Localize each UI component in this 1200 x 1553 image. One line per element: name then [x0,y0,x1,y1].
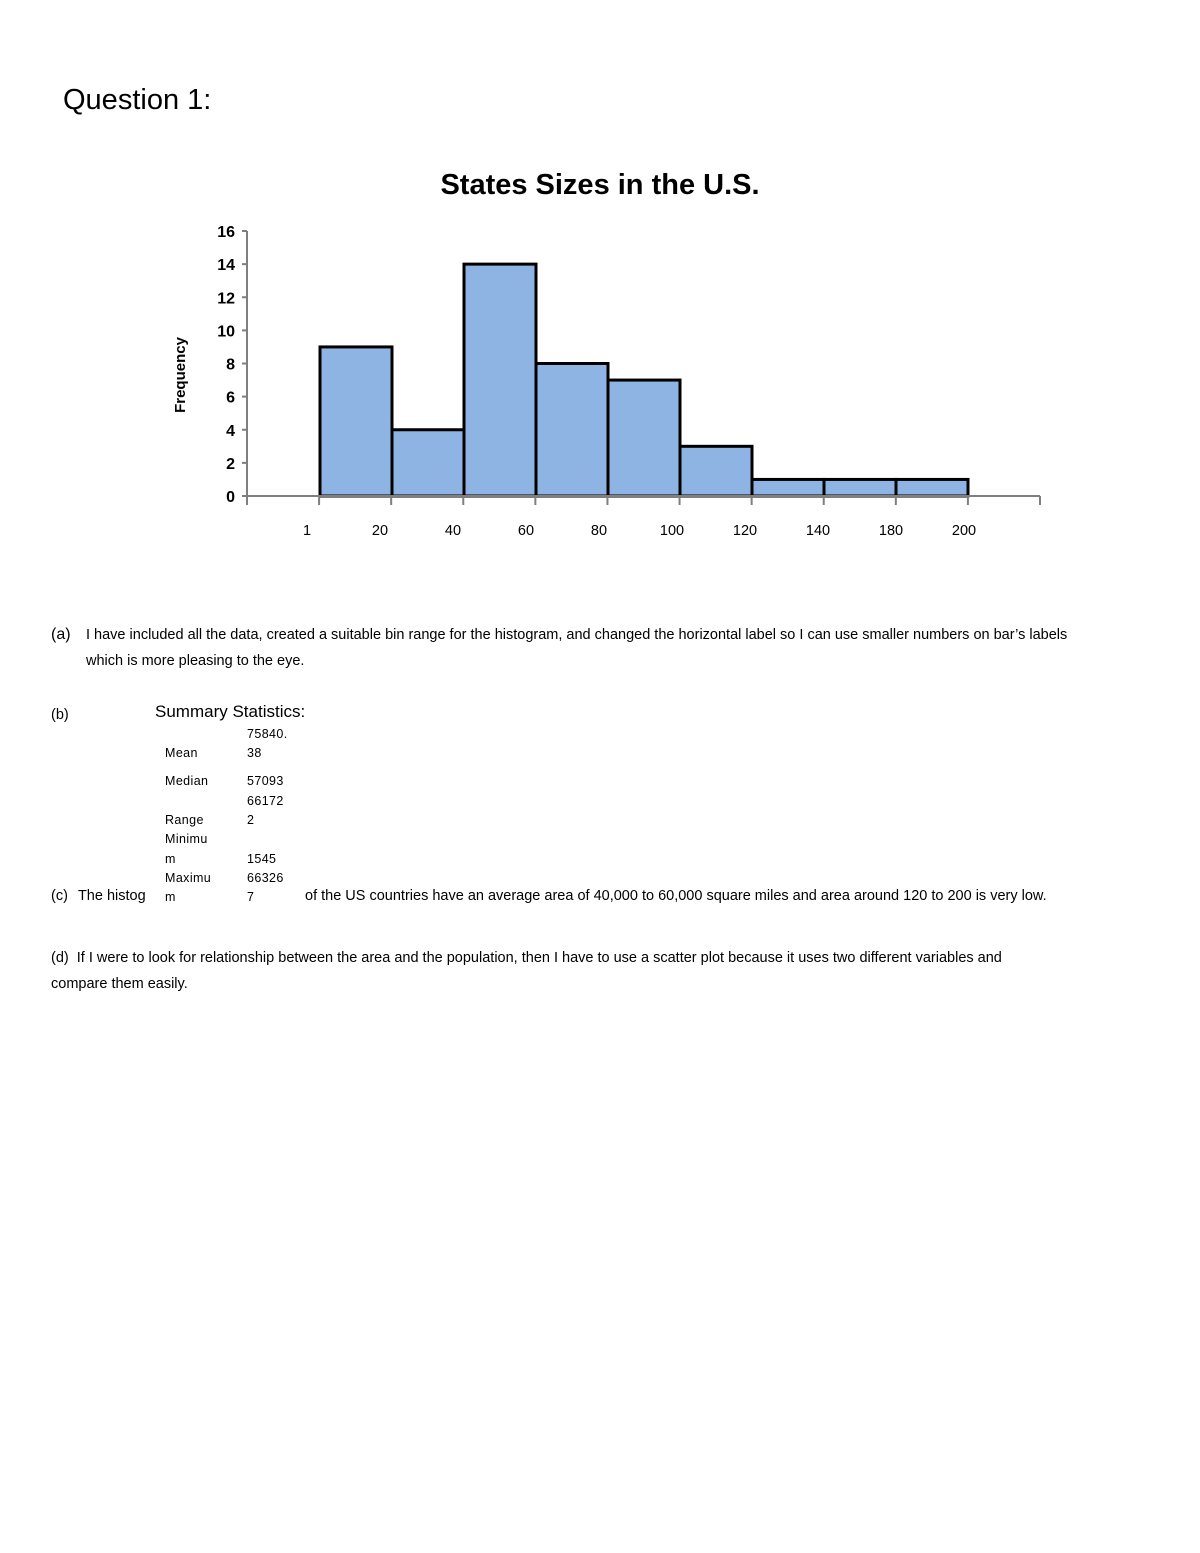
part-c-text-end: of the US countries have an average area of 40,000 to 60,000 square miles and area around 120 to 200 is very low. [305,888,1047,904]
mean-value-line1: 75840. [247,727,288,741]
y-tick-label: 6 [226,389,235,407]
question-heading: Question 1: [63,84,212,116]
part-a-tag: (a) [51,626,71,643]
part-d-paragraph [51,945,1002,997]
minimum-value: 1545 [247,852,277,866]
x-tick-label: 40 [444,523,462,539]
minimum-label-line2: m [165,852,176,866]
x-tick-label: 100 [659,523,685,539]
x-tick-label: 80 [590,523,608,539]
histogram-bar [824,479,896,496]
maximum-label-line1: Maximu [165,871,212,885]
histogram-chart [150,160,1050,560]
y-tick-label: 0 [226,489,235,506]
x-tick-label: 140 [805,523,831,539]
x-tick-label: 20 [371,523,389,539]
x-tick-label: 60 [517,523,535,539]
y-tick-label: 12 [217,290,235,308]
histogram-bar [680,446,752,496]
y-tick-label: 8 [226,356,235,374]
x-tick-label: 200 [951,523,977,539]
y-tick-label: 14 [217,257,235,275]
part-a-text-line1: I have included all the data, created a suitable bin range for the histogram, and changed the horizontal label so I can use smaller numbers on bar’s labels [86,627,1068,643]
part-a-text-line2: which is more pleasing to the eye. [86,653,305,669]
part-c-paragraph [51,883,146,909]
part-c-text-start: The histog [77,888,146,904]
y-tick-label: 10 [217,323,235,341]
histogram-bar [392,430,464,496]
part-d-tag: (d) [51,950,69,966]
summary-statistics-title: Summary Statistics: [155,702,306,721]
maximum-label-line2: m [165,890,176,904]
histogram-bar [752,479,824,496]
histogram-bar [536,364,608,497]
part-a-paragraph [51,622,1068,669]
x-tick-label: 180 [878,523,904,539]
maximum-value-line1: 66326 [247,871,284,885]
x-tick-label: 1 [302,523,312,539]
histogram-bar [464,264,536,496]
range-label: Range [165,813,204,827]
chart-title: States Sizes in the U.S. [440,169,760,201]
mean-value-line2: 38 [247,746,262,760]
histogram-bar [320,347,392,496]
y-tick-label: 2 [226,455,235,473]
histogram-bar [608,380,680,496]
range-value-line2: 2 [247,813,255,827]
y-tick-label: 16 [217,224,235,241]
part-d-text-line2: compare them easily. [51,976,188,992]
x-tick-label: 120 [732,523,758,539]
median-label: Median [165,774,209,788]
y-tick-label: 4 [226,422,235,440]
part-c-tag: (c) [51,888,68,904]
histogram-bar [896,479,968,496]
maximum-value-line2: 7 [247,890,255,904]
part-d-line1 [51,945,1002,971]
y-axis-label: Frequency [172,337,189,413]
minimum-label-line1: Minimu [165,832,208,846]
median-value: 57093 [247,774,284,788]
part-b-tag: (b) [51,707,69,723]
mean-label: Mean [165,746,198,760]
range-value-line1: 66172 [247,794,284,808]
part-d-text-line1: If I were to look for relationship between the area and the population, then I have to use a scatter plot because it uses two different variables and [76,950,1002,966]
